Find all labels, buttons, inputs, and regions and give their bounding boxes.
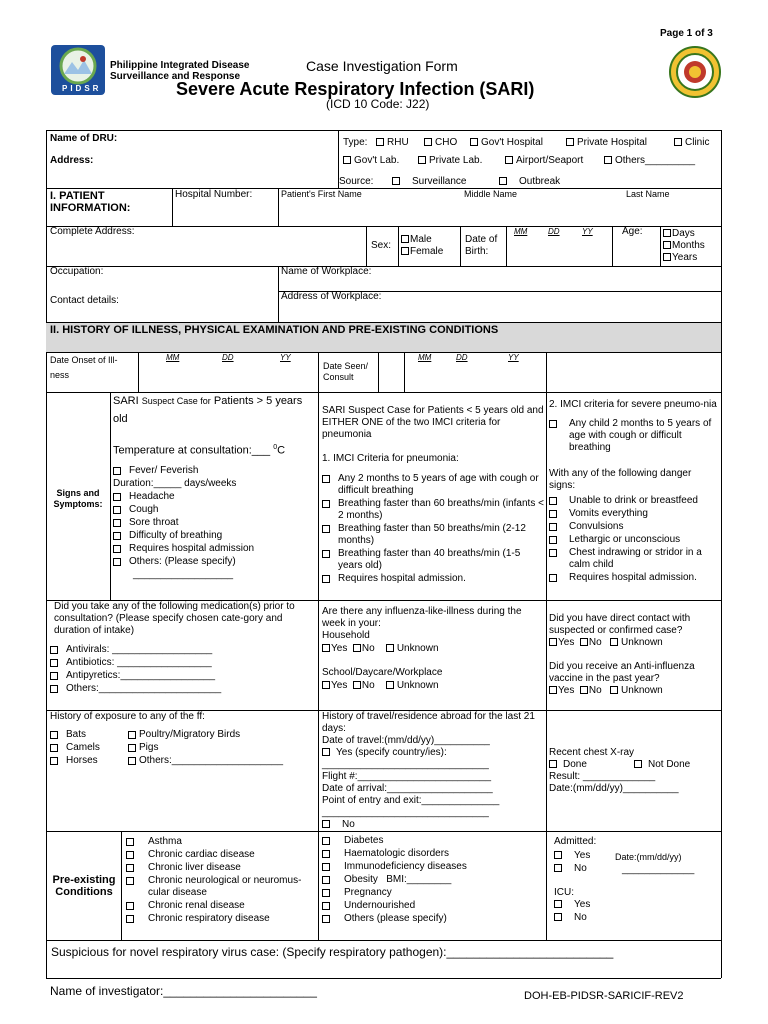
sari-over5-column: SARI Suspect Case for Patients > 5 years old Temperature at consultation:___ $^0$C Fever/ Feverish Duration:_____ days/weeks Headache Cough Sore throat Difficulty of breathing Requires hospital admission Others: (Please specify) __________________ xyxy=(113,392,316,581)
symptom-cough[interactable]: Cough xyxy=(113,504,316,516)
imci-item-4[interactable]: Breathing faster than 40 breaths/min (1-5 years old) xyxy=(322,548,544,572)
icu-no[interactable]: No xyxy=(554,912,587,924)
med-antipyretics[interactable]: Antipyretics:_________________ xyxy=(50,670,315,682)
symptom-fever[interactable]: Fever/ Feverish xyxy=(113,465,316,477)
cond-respiratory[interactable]: Chronic respiratory disease xyxy=(126,913,318,925)
sari-under5-column xyxy=(322,405,544,586)
form-type: Case Investigation Form xyxy=(306,58,458,74)
admitted-no[interactable]: No xyxy=(554,863,587,875)
exposure-horses[interactable]: Horses xyxy=(50,755,100,767)
page-number: Page 1 of 3 xyxy=(660,28,713,39)
cond-pregnancy[interactable]: Pregnancy xyxy=(322,887,544,899)
onset-dd: DD xyxy=(222,353,234,362)
contact-question: Did you have direct contact with suspected or confirmed case? xyxy=(549,613,691,636)
med-antibiotics[interactable]: Antibiotics: _________________ xyxy=(50,657,315,669)
household-options[interactable]: Yes No Unknown xyxy=(322,643,439,655)
type-private-lab[interactable]: Private Lab. xyxy=(418,155,482,167)
last-name-label: Last Name xyxy=(626,189,670,199)
age-label: Age: xyxy=(622,226,643,237)
age-days[interactable]: Days xyxy=(663,228,695,240)
onset-mm: MM xyxy=(166,353,180,362)
type-rhu[interactable]: RHU xyxy=(376,137,409,149)
sex-female[interactable]: Female xyxy=(401,246,443,258)
danger-item-5[interactable]: Chest indrawing or stridor in a calm child xyxy=(549,547,719,571)
med-antivirals[interactable]: Antivirals: __________________ xyxy=(50,644,315,656)
type-clinic[interactable]: Clinic xyxy=(674,137,709,149)
workplace-name-label: Name of Workplace: xyxy=(281,266,372,277)
travel-country-line[interactable]: ______________________________ xyxy=(322,759,489,770)
exposure-pigs[interactable]: Pigs xyxy=(128,742,283,754)
xray-not-done[interactable]: Not Done xyxy=(634,759,690,771)
date-seen-label: Date Seen/ Consult xyxy=(323,361,369,382)
vaccine-options[interactable]: Yes No Unknown xyxy=(549,685,663,697)
type-airport[interactable]: Airport/Seaport xyxy=(505,155,583,167)
danger-item-2[interactable]: Vomits everything xyxy=(549,508,719,520)
fever-duration[interactable]: Duration:_____ days/weeks xyxy=(113,477,237,489)
travel-yes[interactable]: Yes (specify country/ies): xyxy=(322,747,447,759)
imci-item-1[interactable]: Any 2 months to 5 years of age with cough or difficult breathing xyxy=(322,473,544,497)
workplace-address-label: Address of Workplace: xyxy=(281,291,382,302)
first-name-label: Patient's First Name xyxy=(281,189,362,199)
form-title: Severe Acute Respiratory Infection (SARI) xyxy=(176,79,535,99)
admitted-label: Admitted: xyxy=(554,836,597,847)
hospital-number-label: Hospital Number: xyxy=(175,189,253,200)
investigator-field[interactable]: Name of investigator:_______________________ xyxy=(50,984,317,998)
novel-virus-field[interactable]: Suspicious for novel respiratory virus case: (Specify respiratory pathogen):_________________________ xyxy=(51,945,614,959)
dob-mm: MM xyxy=(514,227,528,236)
cond-neuro[interactable]: Chronic neurological or neuromus-cular disease xyxy=(126,875,318,899)
doh-seal xyxy=(669,46,721,98)
preexisting-label: Pre-existing Conditions xyxy=(52,874,116,898)
school-options[interactable]: Yes No Unknown xyxy=(322,680,439,692)
occupation-label: Occupation: xyxy=(50,266,104,277)
cond-liver[interactable]: Chronic liver disease xyxy=(126,862,318,874)
symptom-others[interactable]: Others: (Please specify) xyxy=(113,556,316,568)
exposure-camels[interactable]: Camels xyxy=(50,742,100,754)
cond-immunodeficiency[interactable]: Immunodeficiency diseases xyxy=(322,861,544,873)
type-govt-hospital[interactable]: Gov't Hospital xyxy=(470,137,543,149)
cond-others[interactable]: Others (please specify) xyxy=(322,913,544,925)
entry-exit-point[interactable]: Point of entry and exit:______________ xyxy=(322,795,500,806)
medication-question: Did you take any of the following medication(s) prior to consultation? (Please specify chosen cate-gory and duration of intake) xyxy=(54,601,295,636)
imci-pneumonia-title: 1. IMCI Criteria for pneumonia: xyxy=(322,453,459,464)
contact-options[interactable]: Yes No Unknown xyxy=(549,637,663,649)
symptom-requires-admission[interactable]: Requires hospital admission xyxy=(113,543,316,555)
xray-date[interactable]: Date:(mm/dd/yy)__________ xyxy=(549,783,679,794)
danger-item-4[interactable]: Lethargic or unconscious xyxy=(549,534,719,546)
symptom-others-line[interactable]: __________________ xyxy=(133,568,234,580)
exposure-poultry[interactable]: Poultry/Migratory Birds xyxy=(128,729,283,741)
patient-section-title: I. PATIENT INFORMATION: xyxy=(50,190,131,214)
exposure-others[interactable]: Others:____________________ xyxy=(128,755,283,767)
admitted-date-line[interactable]: _____________ xyxy=(622,864,695,875)
history-section-title: II. HISTORY OF ILLNESS, PHYSICAL EXAMINATION AND PRE-EXISTING CONDITIONS xyxy=(50,324,499,336)
middle-name-label: Middle Name xyxy=(464,189,518,199)
vaccine-question: Did you receive an Anti-influenza vaccine in the past year? xyxy=(549,661,695,684)
cond-asthma[interactable]: Asthma xyxy=(126,836,318,848)
danger-item-1[interactable]: Unable to drink or breastfeed xyxy=(549,495,719,507)
severe-pneumonia-title: 2. IMCI criteria for severe pneumo-nia xyxy=(549,399,717,410)
dru-name-label: Name of DRU: xyxy=(50,133,118,144)
seen-mm: MM xyxy=(418,353,432,362)
source-label: Source: xyxy=(339,176,374,187)
med-others[interactable]: Others:______________________ xyxy=(50,683,315,695)
entry-exit-line[interactable]: ______________________________ xyxy=(322,807,489,818)
under5-title: SARI Suspect Case for Patients < 5 years old and EITHER ONE of the two IMCI criteria for pneumonia xyxy=(322,405,544,440)
imci-item-3[interactable]: Breathing faster than 50 breaths/min (2-12 months) xyxy=(322,523,544,547)
type-others[interactable]: Others_________ xyxy=(604,155,695,167)
source-outbreak[interactable]: Outbreak xyxy=(499,176,560,188)
danger-item-6[interactable]: Requires hospital admission. xyxy=(549,572,719,584)
complete-address-label: Complete Address: xyxy=(50,226,135,237)
date-onset-label: Date Onset of Ill-ness xyxy=(50,355,118,380)
form-code: DOH-EB-PIDSR-SARICIF-REV2 xyxy=(524,990,684,1002)
xray-done[interactable]: Done xyxy=(549,759,587,771)
travel-label: History of travel/residence abroad for the last 21 days: xyxy=(322,711,535,734)
pidsr-logo xyxy=(50,44,106,96)
xray-result[interactable]: Result: _____________ xyxy=(549,771,656,782)
danger-signs-label: With any of the following danger signs: xyxy=(549,468,692,491)
source-surveillance[interactable]: Surveillance xyxy=(392,176,466,188)
admitted-yes[interactable]: Yes xyxy=(554,850,590,862)
dru-type-label: Type: xyxy=(343,137,368,148)
icu-yes[interactable]: Yes xyxy=(554,899,590,911)
cond-renal[interactable]: Chronic renal disease xyxy=(126,900,318,912)
age-years[interactable]: Years xyxy=(663,252,697,264)
icd-code: (ICD 10 Code: J22) xyxy=(326,97,430,111)
household-label: Household xyxy=(322,630,370,641)
cond-obesity[interactable]: Obesity BMI:________ xyxy=(322,874,544,886)
dob-dd: DD xyxy=(548,227,560,236)
icu-label: ICU: xyxy=(554,887,574,898)
severe-item-first[interactable]: Any child 2 months to 5 years of age with cough or difficult breathing xyxy=(549,418,719,454)
onset-yy: YY xyxy=(280,353,291,362)
ili-question: Are there any influenza-like-illness during the week in your: xyxy=(322,606,522,629)
cond-diabetes[interactable]: Diabetes xyxy=(322,835,544,847)
school-label: School/Daycare/Workplace xyxy=(322,667,443,678)
severe-pneumonia-column xyxy=(549,398,719,585)
signs-label: Signs and Symptoms: xyxy=(53,488,103,509)
symptom-difficulty-breathing[interactable]: Difficulty of breathing xyxy=(113,530,316,542)
age-months[interactable]: Months xyxy=(663,240,705,252)
imci-item-2[interactable]: Breathing faster than 60 breaths/min (infants < 2 months) xyxy=(322,498,544,522)
travel-no[interactable]: No xyxy=(322,819,355,831)
type-private-hospital[interactable]: Private Hospital xyxy=(566,137,647,149)
dob-yy: YY xyxy=(582,227,593,236)
dru-address-label: Address: xyxy=(50,155,94,166)
symptom-sore-throat[interactable]: Sore throat xyxy=(113,517,316,529)
org-name: Philippine Integrated Disease Surveillance and Response xyxy=(110,60,250,82)
travel-date[interactable]: Date of travel:(mm/dd/yy)__________ xyxy=(322,735,490,746)
seen-yy: YY xyxy=(508,353,519,362)
xray-label: Recent chest X-ray xyxy=(549,747,635,758)
cond-haematologic[interactable]: Haematologic disorders xyxy=(322,848,544,860)
type-cho[interactable]: CHO xyxy=(424,137,457,149)
cond-cardiac[interactable]: Chronic cardiac disease xyxy=(126,849,318,861)
seen-dd: DD xyxy=(456,353,468,362)
admitted-date-label: Date:(mm/dd/yy) xyxy=(615,852,682,862)
arrival-date[interactable]: Date of arrival:___________________ xyxy=(322,783,493,794)
exposure-label: History of exposure to any of the ff: xyxy=(50,711,205,722)
flight-number[interactable]: Flight #:________________________ xyxy=(322,771,492,782)
type-govt-lab[interactable]: Gov't Lab. xyxy=(343,155,399,167)
temperature-field[interactable]: Temperature at consultation:___ $^0$C xyxy=(113,444,286,457)
cond-undernourished[interactable]: Undernourished xyxy=(322,900,544,912)
sex-male[interactable]: Male xyxy=(401,234,432,246)
dob-label: Date of Birth: xyxy=(465,234,498,257)
logo-text: PIDSR xyxy=(62,84,102,93)
danger-item-3[interactable]: Convulsions xyxy=(549,521,719,533)
contact-details-label: Contact details: xyxy=(50,295,119,306)
symptom-headache[interactable]: Headache xyxy=(113,491,316,503)
exposure-bats[interactable]: Bats xyxy=(50,729,100,741)
imci-item-5[interactable]: Requires hospital admission. xyxy=(322,573,544,585)
sex-label: Sex: xyxy=(371,240,392,251)
